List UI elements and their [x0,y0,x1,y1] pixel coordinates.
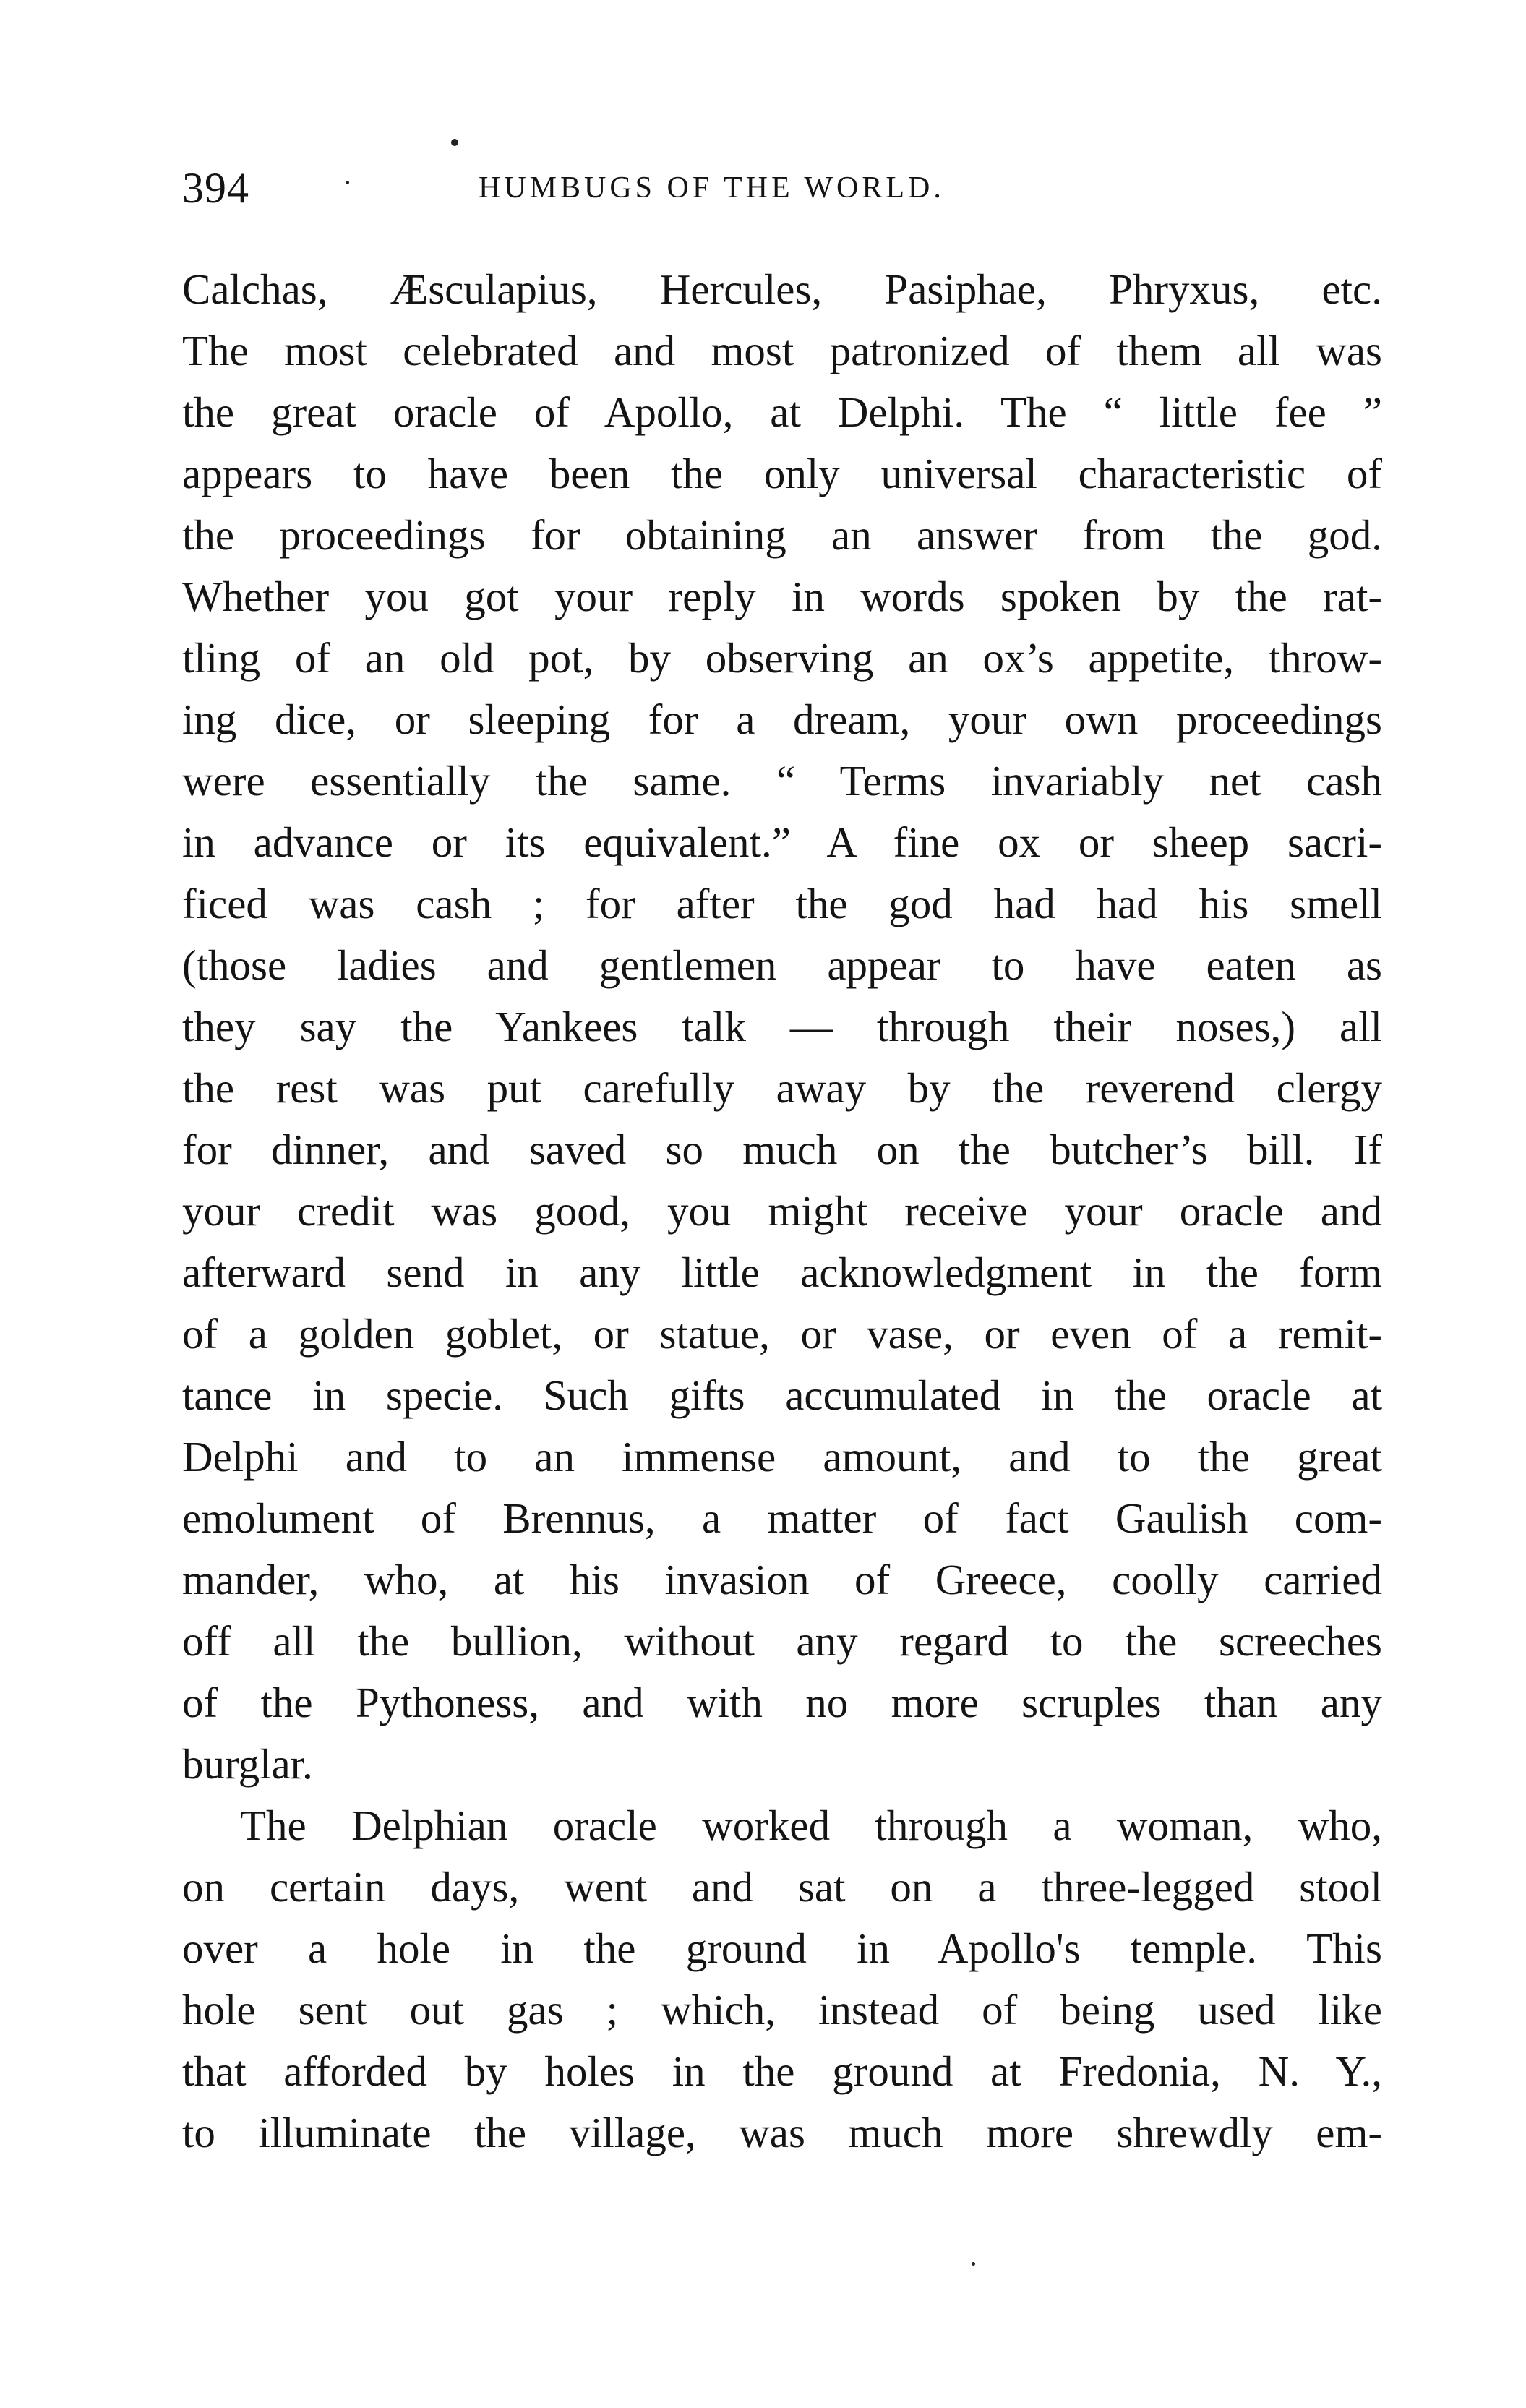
text-line: hole sent out gas ; which, instead of being used like [182,1986,1382,2034]
text-line: they say the Yankees talk — through their noses,) all [182,1003,1382,1050]
text-line: (those ladies and gentlemen appear to have eaten as [182,941,1382,989]
text-line: ing dice, or sleeping for a dream, your own proceedings [182,695,1382,743]
text-line: mander, who, at his invasion of Greece, coolly carried [182,1556,1382,1603]
text-line: were essentially the same. “ Terms invariably net cash [182,757,1382,805]
text-line: for dinner, and saved so much on the butcher’s bill. If [182,1126,1382,1173]
text-line: of a golden goblet, or statue, or vase, or even of a remit- [182,1310,1382,1358]
text-line: burglar. [182,1740,313,1788]
page-number: 394 [182,164,249,212]
page-header [182,163,1382,213]
text-line: your credit was good, you might receive your oracle and [182,1187,1382,1235]
text-line: of the Pythoness, and with no more scruples than any [182,1679,1382,1726]
text-line: tance in specie. Such gifts accumulated in the oracle at [182,1371,1382,1419]
text-line: The Delphian oracle worked through a woman, who, [240,1801,1382,1849]
text-line: tling of an old pot, by observing an ox’s appetite, throw- [182,634,1382,682]
text-line: afterward send in any little acknowledgment in the form [182,1248,1382,1296]
running-head: HUMBUGS OF THE WORLD. [479,171,945,205]
text-line: ficed was cash ; for after the god had had his smell [182,880,1382,927]
text-line: the rest was put carefully away by the reverend clergy [182,1064,1382,1112]
text-line: emolument of Brennus, a matter of fact Gaulish com- [182,1494,1382,1542]
text-line: that afforded by holes in the ground at Fredonia, N. Y., [182,2047,1382,2095]
text-line: in advance or its equivalent.” A fine ox or sheep sacri- [182,818,1382,866]
text-line: Calchas, Æsculapius, Hercules, Pasiphae, Phryxus, etc. [182,265,1382,313]
paragraph-1 [182,259,1382,1795]
text-line: appears to have been the only universal characteristic of [182,450,1382,497]
ink-speck-top [451,139,458,146]
text-line: to illuminate the village, was much more shrewdly em- [182,2109,1382,2156]
text-line: over a hole in the ground in Apollo's temple. This [182,1924,1382,1972]
text-line: off all the bullion, without any regard to the screeches [182,1617,1382,1665]
text-line: The most celebrated and most patronized of them all was [182,327,1382,374]
text-line: on certain days, went and sat on a three-legged stool [182,1863,1382,1911]
body-text [182,259,1382,2164]
text-line: Whether you got your reply in words spoken by the rat- [182,573,1382,620]
text-line: the proceedings for obtaining an answer from the god. [182,511,1382,559]
text-line: Delphi and to an immense amount, and to the great [182,1433,1382,1481]
paragraph-2 [182,1795,1382,2164]
text-line: the great oracle of Apollo, at Delphi. The “ little fee ” [182,388,1382,436]
ink-speck-bottom [972,2262,975,2266]
